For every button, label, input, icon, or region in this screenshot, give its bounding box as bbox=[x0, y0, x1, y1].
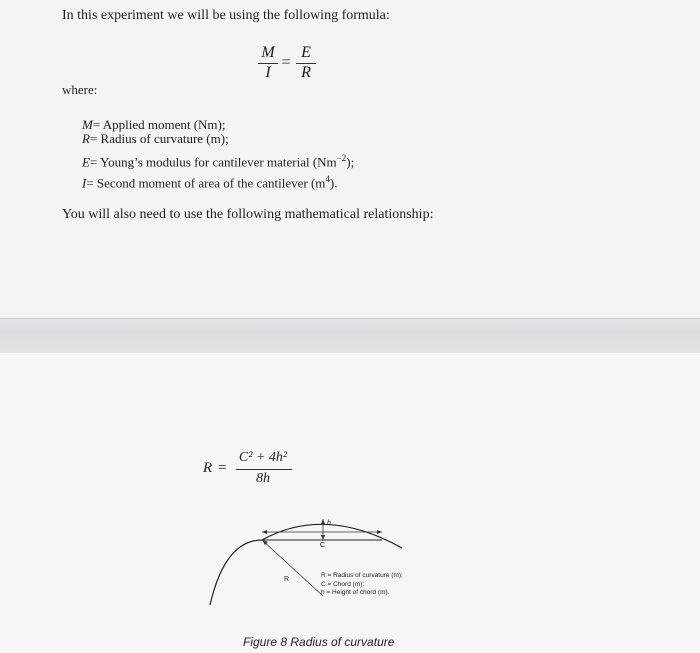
figure-caption: Figure 8 Radius of curvature bbox=[243, 635, 395, 649]
label-h: h bbox=[327, 520, 331, 527]
formula-i: I bbox=[265, 64, 271, 81]
where-label: where: bbox=[62, 82, 98, 97]
diagram-legend bbox=[321, 572, 403, 598]
radius-formula-equals: = bbox=[218, 460, 227, 476]
radius-formula-numerator: C² + 4h² bbox=[238, 450, 288, 465]
legend-line-r: R = Radius of curvature (m); bbox=[321, 572, 403, 579]
height-arrow-top bbox=[321, 519, 325, 524]
radius-formula-lhs: R bbox=[203, 460, 213, 476]
legend-line-h: h = Height of chord (m). bbox=[321, 589, 390, 596]
intro-text: In this experiment we will be using the following formula: bbox=[62, 8, 390, 23]
definition-m: M= Applied moment (Nm); bbox=[82, 117, 226, 132]
legend-line-c: C = Chord (m); bbox=[321, 580, 365, 588]
definition-r: R= Radius of curvature (m); bbox=[82, 131, 229, 146]
formula-m: M bbox=[261, 44, 275, 61]
relationship-text: You will also need to use the following mathematical relationship: bbox=[62, 207, 434, 222]
formula-e: E bbox=[301, 44, 311, 61]
radius-line bbox=[262, 540, 326, 596]
height-arrow-bottom bbox=[321, 535, 325, 540]
radius-formula-denominator: 8h bbox=[256, 471, 270, 486]
definition-i: I= Second moment of area of the cantilever $(m^4)$. bbox=[82, 174, 338, 191]
formula-equals: = bbox=[281, 54, 291, 71]
formula-r: R bbox=[301, 64, 311, 81]
label-r: R bbox=[284, 576, 290, 583]
label-c: C bbox=[320, 542, 326, 549]
chord-arrow-left bbox=[262, 530, 267, 534]
chord-arrow-right bbox=[377, 530, 382, 534]
definition-e: E= Young’s modulus for cantilever material $(Nm^{-2})$; bbox=[82, 153, 355, 170]
